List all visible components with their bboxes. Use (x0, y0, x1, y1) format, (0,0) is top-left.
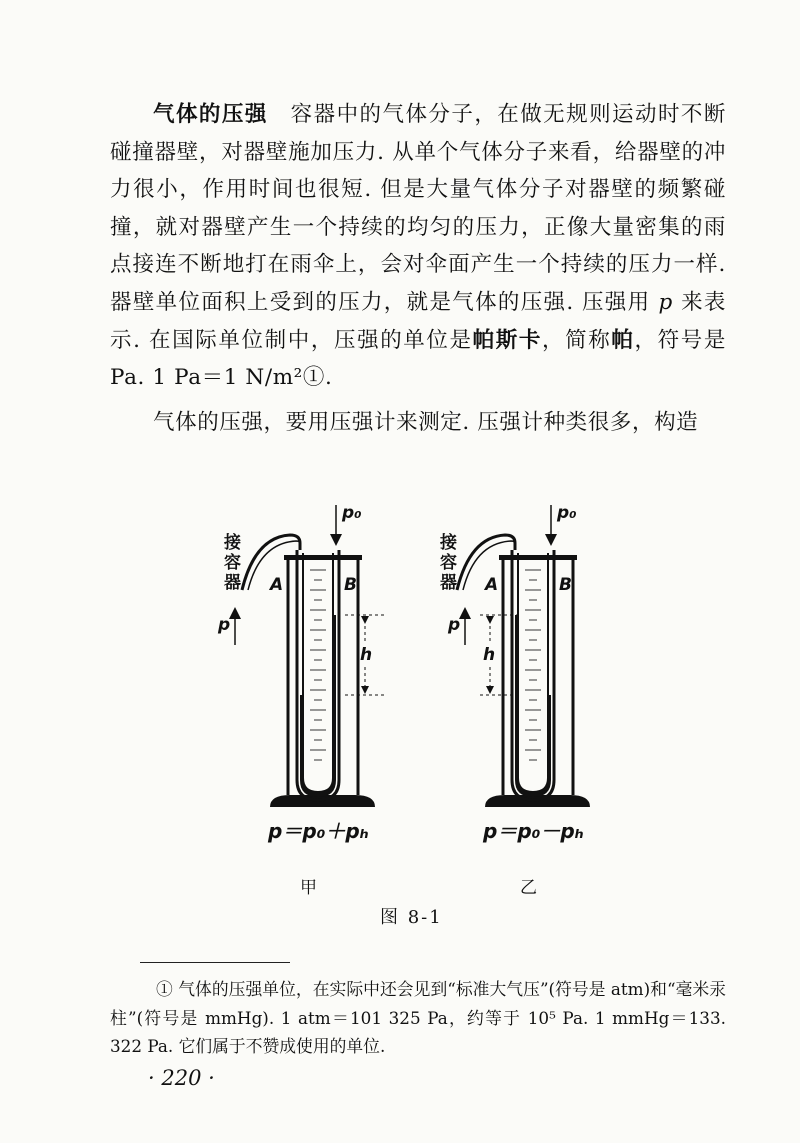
label-b-right: B (559, 575, 572, 595)
label-p-right: p (448, 615, 461, 635)
unit-pa-short: 帕 (611, 327, 635, 353)
symbol-p: p (658, 289, 673, 315)
label-b-left: B (344, 575, 357, 595)
term-gas-pressure: 气体的压强 (153, 102, 268, 127)
label-a-left: A (270, 575, 284, 595)
manometer-diagram (200, 495, 620, 865)
gauge-right (457, 505, 590, 807)
label-h-right: h (483, 645, 496, 665)
figure-manometers (200, 495, 620, 898)
label-p-left: p (218, 615, 231, 635)
label-p0-right: p₀ (557, 503, 577, 523)
paragraph-gas-pressure: 气体的压强 容器中的气体分子，在做无规则运动时不断碰撞器壁，对器壁施加压力. 从单个气体分子来看，给器壁的冲力很小，作用时间也很短. 但是大量气体分子对器壁的频繁碰撞，就对器壁产生一个持续的均匀的压力，正像大量密集的雨点接连不断地打在雨伞上，会对伞面产生一个持续的压力一样. 器壁单位面积上受到的压力，就是气体的压强. 压强用 p 来表示. 在国际单位制中，压强的单位是帕斯卡，简称帕，符号是 Pa. 1 Pa＝1 N/m²①. (110, 102, 726, 391)
paragraph-manometer: 气体的压强，要用压强计来测定. 压强计种类很多，构造 (153, 410, 699, 435)
unit-pascal: 帕斯卡 (472, 327, 543, 353)
label-yi: 乙 (520, 878, 537, 898)
label-connect-left: 接容器 (224, 533, 241, 593)
label-jia: 甲 (300, 878, 317, 898)
label-h-left: h (360, 645, 373, 665)
footnote-rule (140, 962, 290, 963)
label-connect-right: 接容器 (440, 533, 457, 593)
label-p0-left: p₀ (342, 503, 362, 523)
formula-left: p＝p₀＋pₕ (268, 819, 369, 843)
page-number: · 220 · (148, 1066, 215, 1090)
figure-caption: 图 8-1 (380, 907, 443, 928)
formula-right: p＝p₀－pₕ (483, 819, 584, 843)
footnote: ① 气体的压强单位，在实际中还会见到“标准大气压”(符号是 atm)和“毫米汞柱”(符号是 mmHg). 1 atm＝101 325 Pa，约等于 10⁵ Pa. 1 mmHg＝133. 322 Pa. 它们属于不赞成使用的单位. (110, 979, 726, 1056)
label-a-right: A (485, 575, 499, 595)
